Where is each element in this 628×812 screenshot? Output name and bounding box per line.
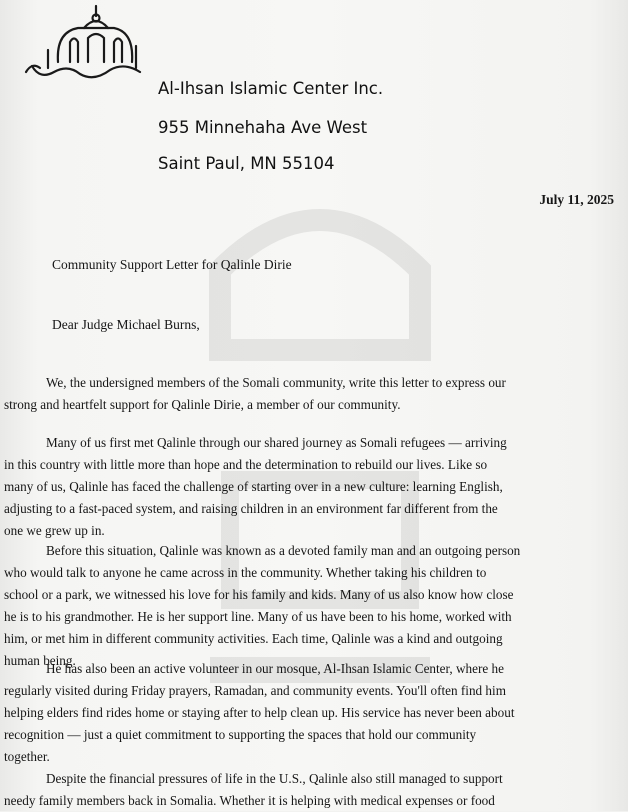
org-city: Saint Paul, MN 55104 <box>158 154 335 173</box>
paragraph-line: many of us, Qalinle has faced the challenge of starting over in a new culture: learning English, <box>4 479 503 494</box>
paragraph-5 <box>0 768 503 812</box>
paragraph-line: human being. <box>4 653 76 668</box>
salutation: Dear Judge Michael Burns, <box>52 317 200 332</box>
paragraph-line: him, or met him in different community activities. Each time, Qalinle was a kind and outgoing <box>4 631 503 646</box>
paragraph-3 <box>0 540 520 672</box>
letter-subject: Community Support Letter for Qalinle Dirie <box>52 257 292 272</box>
paragraph-line: recognition — just a quiet commitment to supporting the spaces that hold our community <box>4 727 477 742</box>
paragraph-line: he is to his grandmother. He is her support line. Many of us have been to his home, worked with <box>4 609 512 624</box>
paragraph-line: regularly visited during Friday prayers, Ramadan, and community events. You'll often find him <box>4 683 506 698</box>
paragraph-4 <box>0 658 514 768</box>
paragraph-line: strong and heartfelt support for Qalinle Dirie, a member of our community. <box>4 397 401 412</box>
paragraph-2 <box>0 432 507 542</box>
paragraph-line: Before this situation, Qalinle was known as a devoted family man and an outgoing person <box>46 543 521 558</box>
paragraph-line: one we grew up in. <box>4 523 105 538</box>
paragraph-line: together. <box>4 749 50 764</box>
paragraph-line: school or a park, we witnessed his love for his family and kids. Many of us also know how close <box>4 587 514 602</box>
paragraph-line: He has also been an active volunteer in our mosque, Al-Ihsan Islamic Center, where he <box>46 661 504 676</box>
paragraph-line: who would talk to anyone he came across in the community. Whether taking his children to <box>4 565 487 580</box>
paragraph-line: Many of us first met Qalinle through our shared journey as Somali refugees — arriving <box>46 435 507 450</box>
org-street: 955 Minnehaha Ave West <box>158 118 368 137</box>
paragraph-line: adjusting to a fast-paced system, and raising children in an environment far different from the <box>4 501 498 516</box>
org-name: Al-Ihsan Islamic Center Inc. <box>158 79 384 98</box>
paragraph-line: We, the undersigned members of the Somali community, write this letter to express our <box>46 375 506 390</box>
mosque-calligraphy-logo <box>18 2 148 88</box>
paragraph-line: Despite the financial pressures of life in the U.S., Qalinle also still managed to support <box>46 771 503 786</box>
paragraph-1 <box>0 372 506 416</box>
paragraph-line: helping elders find rides home or staying after to help clean up. His service has never been about <box>4 705 515 720</box>
paragraph-line: needy family members back in Somalia. Whether it is helping with medical expenses or food <box>4 793 495 808</box>
paragraph-line: in this country with little more than hope and the determination to rebuild our lives. Like so <box>4 457 488 472</box>
letter-date: July 11, 2025 <box>539 192 614 207</box>
